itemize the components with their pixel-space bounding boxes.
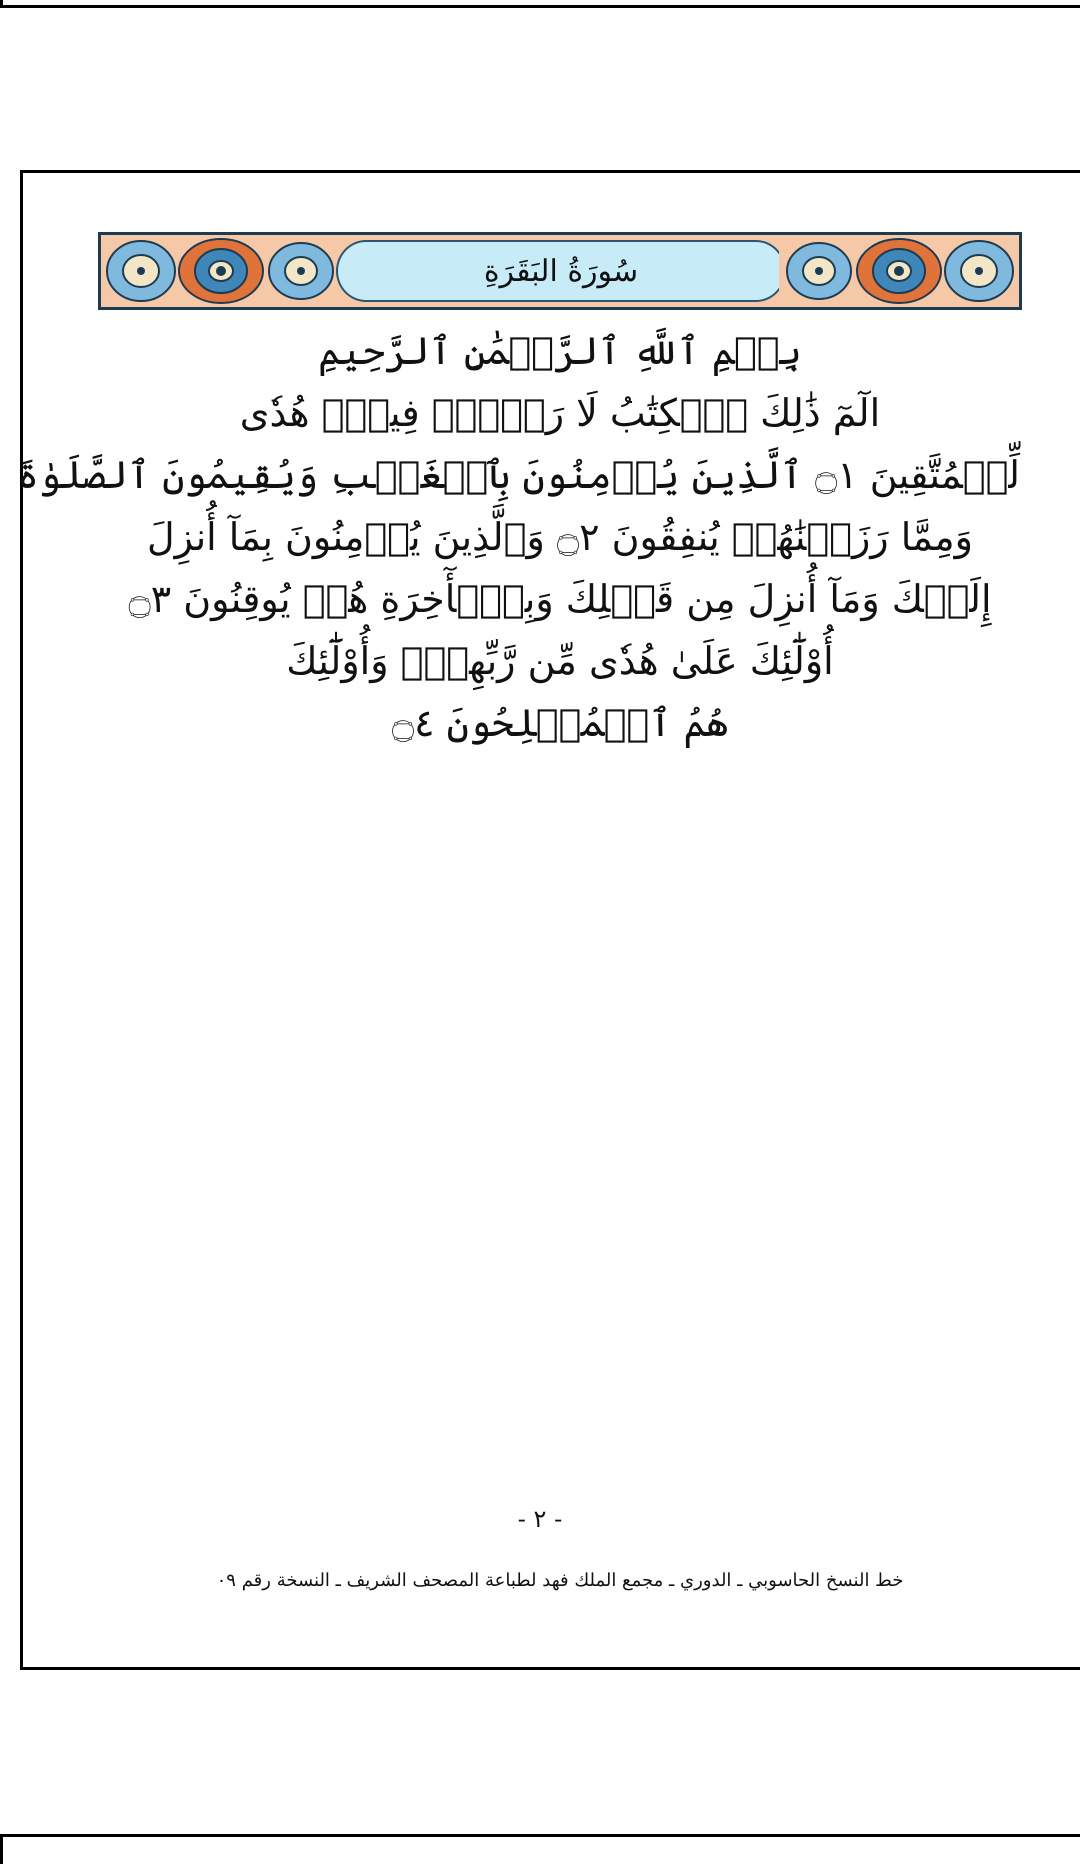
surah-header-banner [98,232,1022,310]
verse-line: لِّلۡمُتَّقِينَ ۝١ ٱلَّذِينَ يُؤۡمِنُونَ بِٱلۡغَيۡبِ وَيُقِيمُونَ ٱلصَّلَوٰةَ [16,453,1020,497]
verse-line: وَمِمَّا رَزَقۡنَٰهُمۡ يُنفِقُونَ ۝٢ وَٱلَّذِينَ يُؤۡمِنُونَ بِمَآ أُنزِلَ [147,515,973,559]
verse-line: أُوْلَٰٓئِكَ عَلَىٰ هُدٗى مِّن رَّبِّهِمۡۖ وَأُوْلَٰٓئِكَ [286,639,834,683]
verses-block [16,320,1020,754]
ornament-right-icon [779,235,1019,307]
verse-line: الٓمٓ ذَٰلِكَ ٱلۡكِتَٰبُ لَا رَيۡبَۛ فِيهِۛ هُدٗى [239,391,881,435]
surah-title: سُورَةُ البَقَرَةِ [483,253,639,289]
next-page-border [0,1834,1080,1864]
verse-line: إِلَيۡكَ وَمَآ أُنزِلَ مِن قَبۡلِكَ وَبِٱلۡأٓخِرَةِ هُمۡ يُوقِنُونَ ۝٣ [128,577,992,621]
basmala-line: بِسۡمِ ٱللَّهِ ٱلرَّحۡمَٰنِ ٱلرَّحِيمِ [318,329,802,373]
page-number: - ٢ - [517,1505,563,1533]
surah-title-cartouche [336,240,786,302]
ornament-left-icon [101,235,341,307]
previous-page-border [0,0,1080,8]
footer-note: خط النسخ الحاسوبي ـ الدوري ـ مجمع الملك فهد لطباعة المصحف الشريف ـ النسخة رقم ٠٩ [216,1570,904,1591]
verse-line: هُمُ ٱلۡمُفۡلِحُونَ ۝٤ [391,701,729,745]
